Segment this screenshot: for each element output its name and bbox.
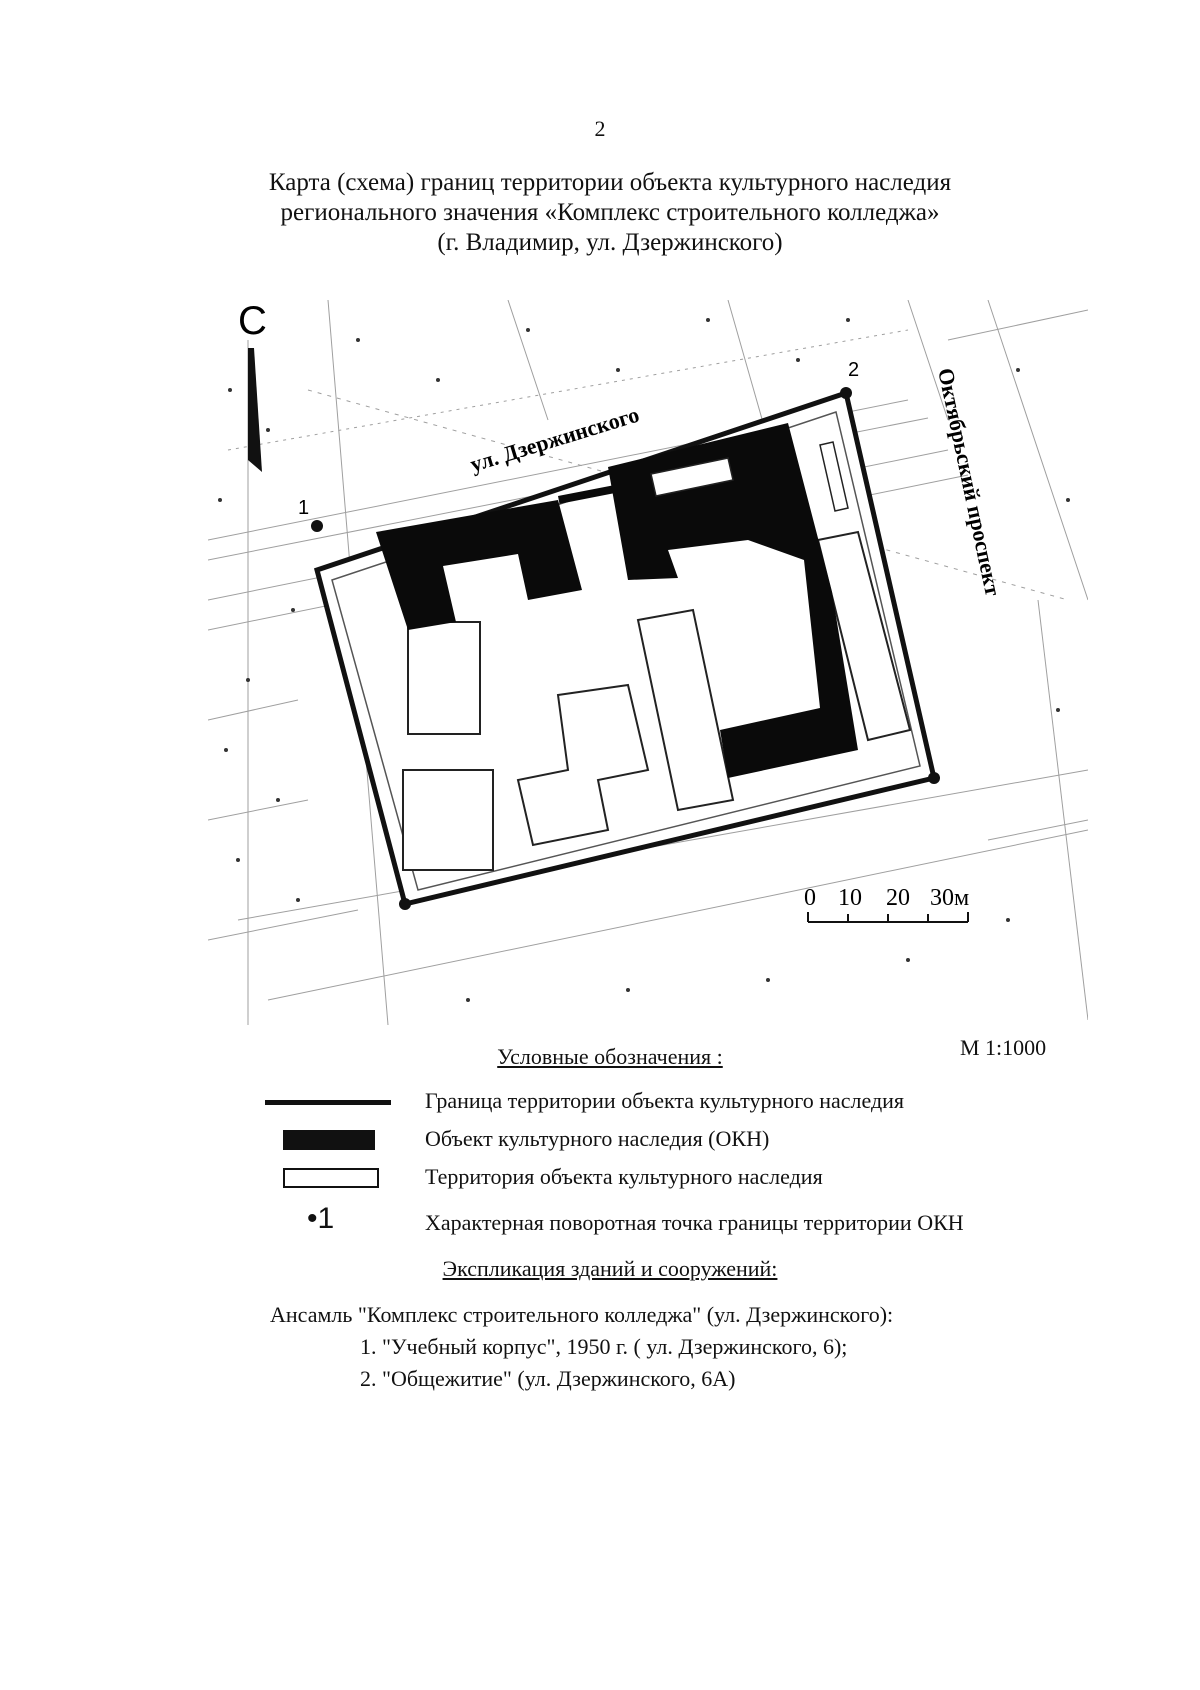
explication-heading: Ансамль "Комплекс строительного колледжа" (ул. Дзержинского): <box>270 1302 894 1327</box>
street-label-dzerzhinskogo: ул. Дзержинского <box>467 401 643 477</box>
scale-bar-label: 0 <box>804 885 816 911</box>
legend-box-symbol-icon <box>265 1162 395 1194</box>
scale-label: М 1:1000 <box>960 1035 1047 1060</box>
legend-title: Условные обозначения : <box>497 1044 723 1069</box>
map-title <box>200 168 1020 258</box>
explication-item: 2. "Общежитие" (ул. Дзержинского, 6А) <box>360 1366 736 1391</box>
legend-item-boundary <box>265 1086 1085 1118</box>
legend-item-text: Граница территории объекта культурного наследия <box>425 1088 905 1113</box>
scale-bar-label: 20 <box>886 885 910 911</box>
legend-line-symbol-icon <box>265 1086 395 1118</box>
legend-item-point <box>265 1202 1085 1240</box>
scale-bar-label: 10 <box>838 885 862 911</box>
turning-point-label-1: 1 <box>298 497 310 519</box>
explication-item: 1. "Учебный корпус", 1950 г. ( ул. Дзержинского, 6); <box>360 1334 848 1359</box>
legend-item-okn <box>265 1124 1085 1156</box>
turning-point-label-2: 2 <box>848 359 860 381</box>
legend-item-territory <box>265 1162 1085 1194</box>
turning-point <box>840 387 852 399</box>
title-line-2: регионального значения «Комплекс строительного колледжа» <box>280 199 940 226</box>
legend-point-symbol-text: •1 <box>307 1202 335 1235</box>
title-line-3: (г. Владимир, ул. Дзержинского) <box>437 229 783 256</box>
legend-item-text: Территория объекта культурного наследия <box>425 1164 823 1189</box>
scale-bar-label: 30м <box>930 885 970 911</box>
boundary-map <box>208 300 1088 1025</box>
legend-point-symbol-icon <box>265 1202 395 1240</box>
legend-item-text: Объект культурного наследия (ОКН) <box>425 1126 770 1151</box>
turning-point <box>399 898 411 910</box>
legend-fill-symbol-icon <box>265 1124 395 1156</box>
turning-point <box>311 520 323 532</box>
north-arrow-icon <box>238 300 267 472</box>
page-number: 2 <box>594 116 606 141</box>
north-label: С <box>238 300 267 343</box>
explication-title: Экспликация зданий и сооружений: <box>442 1256 778 1281</box>
turning-point <box>928 772 940 784</box>
scale-bar <box>804 885 969 922</box>
map-svg <box>208 300 1088 1025</box>
street-label-oktyabrsky: Октябрьский проспект <box>933 365 1006 598</box>
title-line-1: Карта (схема) границ территории объекта культурного наследия <box>268 169 952 196</box>
legend-item-text: Характерная поворотная точка границы территории ОКН <box>425 1210 964 1235</box>
